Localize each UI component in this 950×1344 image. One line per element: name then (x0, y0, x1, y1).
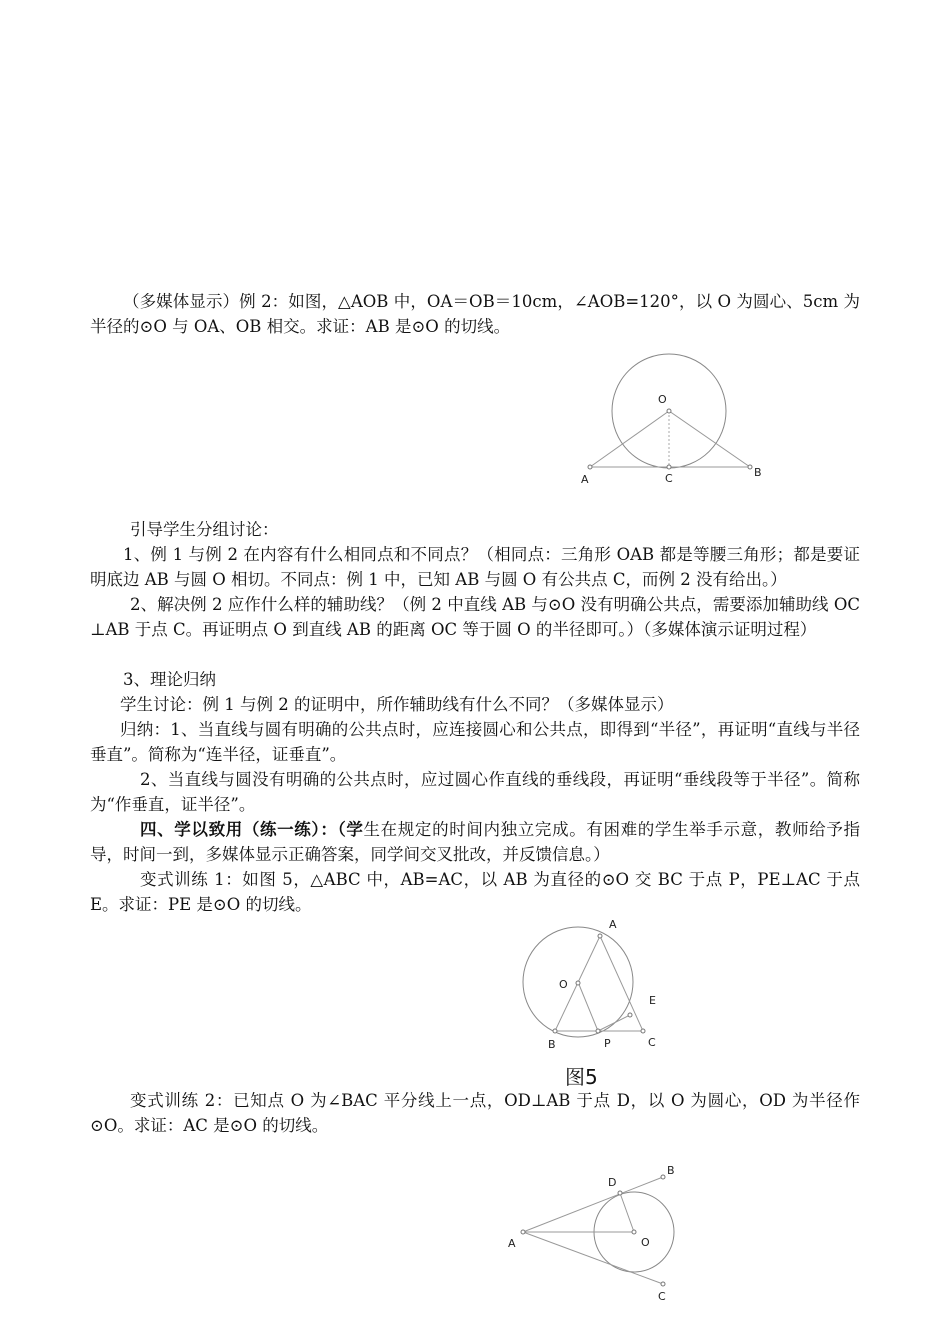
point-c (641, 1029, 645, 1033)
point-c (661, 1282, 665, 1286)
point-a (521, 1230, 525, 1234)
point-o (667, 409, 671, 413)
label-a: A (609, 918, 617, 931)
practice-ex1: 变式训练 1：如图 5，△ABC 中，AB=AC，以 AB 为直径的⊙O 交 BC 于点 P，PE⊥AC 于点 E。求证：PE 是⊙O 的切线。 (90, 870, 860, 914)
segment-op (578, 982, 598, 1031)
practice-heading: 四、学以致用（练一练）：（学 (140, 820, 364, 839)
label-c: C (648, 1036, 656, 1049)
segment-od (620, 1193, 634, 1232)
practice-paragraph (90, 817, 860, 867)
label-b: B (754, 466, 762, 479)
figure-example-practice2 (500, 1160, 700, 1310)
point-p (596, 1029, 600, 1033)
label-a: A (581, 473, 589, 486)
discussion-intro: 引导学生分组讨论： (130, 520, 279, 539)
triangle-aob (590, 411, 750, 467)
practice-ex2: 变式训练 2：已知点 O 为∠BAC 平分线上一点，OD⊥AB 于点 D，以 O 为圆心，OD 为半径作⊙O。求证：AC 是⊙O 的切线。 (90, 1091, 860, 1135)
ray-ab (523, 1177, 663, 1232)
point-b (748, 465, 752, 469)
theory-summary2: 2、当直线与圆没有明确的公共点时，应过圆心作直线的垂线段，再证明“垂线段等于半径”。简称为“作垂直，证半径”。 (90, 770, 860, 814)
figure-5 (515, 915, 675, 1055)
figure-5-caption: 图5 (565, 1065, 598, 1089)
point-b (553, 1029, 557, 1033)
theory-heading: 3、理论归纳 (123, 670, 216, 689)
discussion-q1: 1、例 1 与例 2 在内容有什么相同点和不同点？（相同点：三角形 OAB 都是等腰三角形；都是要证明底边 AB 与圆 O 相切。不同点：例 1 中，已知 AB 与圆 O 有公共点 C，而例 2 没有给出。） (90, 545, 860, 589)
theory-discuss: 学生讨论：例 1 与例 2 的证明中，所作辅助线有什么不同？（多媒体显示） (120, 695, 674, 714)
figure-example2 (575, 350, 775, 490)
label-e: E (649, 994, 656, 1007)
point-e (628, 1013, 632, 1017)
theory-summary1: 归纳：1、当直线与圆有明确的公共点时，应连接圆心和公共点，即得到“半径”，再证明“直线与半径垂直”。简称为“连半径，证垂直”。 (90, 720, 860, 764)
label-b: B (667, 1164, 675, 1177)
label-c: C (665, 472, 673, 485)
label-o: O (641, 1236, 650, 1249)
label-a: A (508, 1237, 516, 1250)
point-o (632, 1230, 636, 1234)
point-a (598, 934, 602, 938)
practice-instructions: 生在规定的时间内独立完成。有困难的学生举手示意，教师给予指导，时间一到，多媒体显示正确答案，同学间交叉批改，并反馈信息。） (90, 820, 861, 864)
discussion-q2: 2、解决例 2 应作什么样的辅助线？（例 2 中直线 AB 与⊙O 没有明确公共点，需要添加辅助线 OC ⊥AB 于点 C。再证明点 O 到直线 AB 的距离 OC 等于圆 O 的半径即可。）（多媒体演示证明过程） (90, 595, 860, 639)
segment-pe (598, 1015, 630, 1031)
point-c (667, 465, 671, 469)
label-d: D (608, 1176, 617, 1189)
label-b: B (548, 1038, 556, 1051)
label-p: P (604, 1037, 611, 1050)
example2-text: （多媒体显示）例 2：如图，△AOB 中，OA＝OB＝10cm，∠AOB=120°，以 O 为圆心、5cm 为半径的⊙O 与 OA、OB 相交。求证：AB 是⊙O 的切线。 (90, 292, 860, 336)
point-b (661, 1175, 665, 1179)
point-d (618, 1191, 622, 1195)
label-o: O (658, 393, 667, 406)
point-o (576, 981, 580, 985)
label-o: O (559, 978, 568, 991)
point-a (588, 465, 592, 469)
label-c: C (658, 1290, 666, 1303)
